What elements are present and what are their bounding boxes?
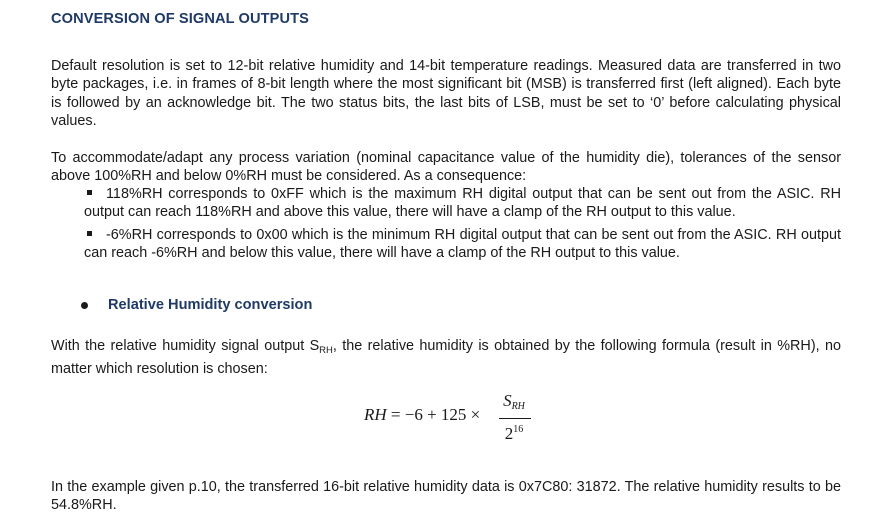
numerator-subscript: RH: [511, 401, 525, 412]
list-item-text: -6%RH corresponds to 0x00 which is the minimum RH digital output that can be sent out from the ASIC. RH output can reach -6%RH and below this value, there will have a clamp of the RH output to this value.: [84, 226, 841, 261]
list-item: [51, 226, 841, 263]
square-bullet-icon: [87, 231, 92, 236]
formula-left-side: [364, 405, 480, 425]
round-bullet-icon: [81, 302, 88, 309]
tolerances-paragraph: To accommodate/adapt any process variation (nominal capacitance value of the humidity die), tolerances of the sensor above 100%RH and below 0%RH must be considered. As a consequence:: [51, 150, 841, 185]
resolution-paragraph: Default resolution is set to 12-bit relative humidity and 14-bit temperature readings. Measured data are transferred in two byte packages, i.e. in frames of 8-bit length where the most significant bit (MSB) is transferred first (left aligned). Each byte is followed by an acknowledge bit. The two status bits, the last bits of LSB, must be set to ‘0’ before calculating physical values.: [51, 58, 841, 129]
formula-denominator: [495, 419, 533, 445]
rh-intro-paragraph: [51, 337, 841, 379]
square-bullet-icon: [87, 190, 92, 195]
list-item: [51, 185, 841, 222]
formula-expression: = −6 + 125 ×: [390, 405, 481, 424]
example-paragraph: In the example given p.10, the transferred 16-bit relative humidity data is 0x7C80: 31872. The relative humidity results to be 54.8%RH.: [51, 479, 841, 514]
denominator-exponent: 16: [513, 424, 524, 435]
denominator-base: 2: [504, 424, 514, 443]
list-item-text: 118%RH corresponds to 0xFF which is the maximum RH digital output that can be sent out from the ASIC. RH output can reach 118%RH and above this value, there will have a clamp of the RH output to this value.: [84, 186, 841, 221]
rh-intro-subscript: RH: [319, 345, 333, 356]
formula-numerator: [495, 391, 533, 417]
numerator-symbol: S: [503, 391, 512, 410]
formula-fraction: [495, 391, 533, 445]
rh-intro-text-rest: , the relative humidity is obtained by the following formula (result in %RH), no matter which resolution is chosen:: [51, 338, 841, 378]
rh-intro-text: With the relative humidity signal output S: [51, 338, 320, 354]
formula-variable: RH: [364, 405, 387, 424]
section-heading: CONVERSION OF SIGNAL OUTPUTS: [51, 11, 309, 27]
tolerance-bullet-list: [51, 185, 841, 262]
subsection-title: Relative Humidity conversion: [108, 297, 313, 313]
